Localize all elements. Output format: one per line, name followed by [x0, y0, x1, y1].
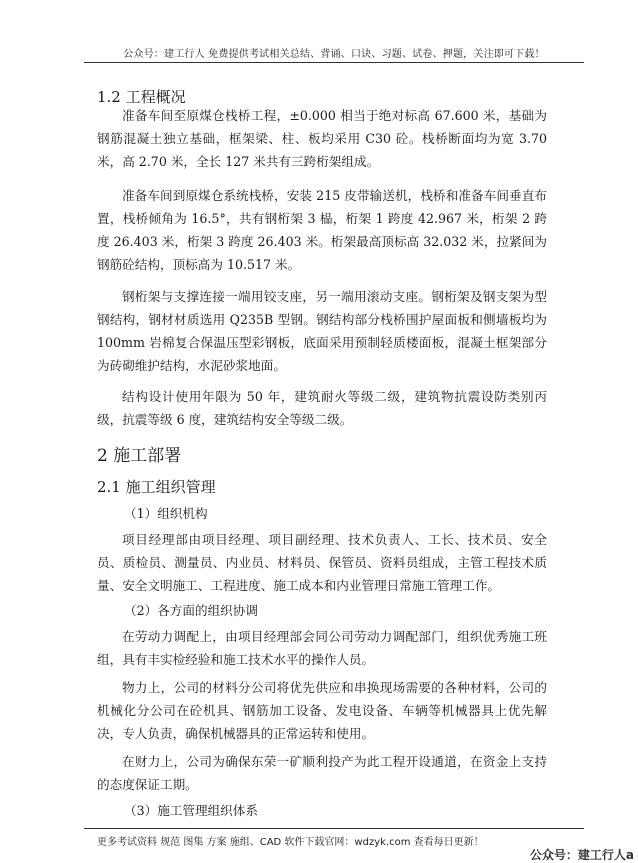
paragraph: 准备车间至原煤仓栈桥工程，±0.000 相当于绝对标高 67.600 米，基础为钢筋混凝土独立基础，框架梁、柱、板均采用 C30 砼。栈桥断面均为宽 3.70 米，高 2.70 米，全长 127 米共有三跨桁架组成。: [97, 108, 547, 169]
section-title-2-1: 2.1 施工组织管理: [97, 478, 216, 496]
page-header: 公众号：建工行人 免费提供考试相关总结、背诵、口诀、习题、试卷、押题，关注即可下载！: [123, 49, 545, 60]
paragraph: 在财力上，公司为确保东荣一矿顺利投产为此工程开设通道，在资金上支持的态度保证工期。: [97, 754, 547, 792]
page-footer: 更多考试资料 规范 图集 方案 施组、CAD 软件下载官网：wdzyk.com 查看每日更新！: [97, 837, 484, 848]
header-rule: [84, 62, 584, 63]
watermark-text: 公众号：建工行人a: [529, 848, 634, 862]
section-title-2: 2 施工部署: [97, 446, 182, 466]
paragraph: 项目经理部由项目经理、项目副经理、技术负责人、工长、技术员、安全员、质检员、测量员、内业员、材料员、保管员、资料员组成，主管工程技术质量、安全文明施工、工程进度、施工成本和内业管理日常施工管理工作。: [97, 532, 547, 593]
subheading: （3）施工管理组织体系: [124, 803, 258, 818]
subheading: （2）各方面的组织协调: [124, 603, 258, 618]
subheading: （1）组织机构: [124, 506, 208, 521]
paragraph: 结构设计使用年限为 50 年，建筑耐火等级二级，建筑物抗震设防类别丙级，抗震等级 6 度，建筑结构安全等级二级。: [97, 389, 547, 427]
section-title-1-2: 1.2 工程概况: [97, 88, 186, 106]
paragraph: 钢桁架与支撑连接一端用铰支座，另一端用滚动支座。钢桁架及钢支架为型钢结构，钢材材质选用 Q235B 型钢。钢结构部分栈桥围护屋面板和侧墙板均为 100mm 岩棉复合保温压型彩钢板，底面采用预制轻质楼面板，混凝土框架部分为砖砌维护结构，水泥砂浆地面。: [97, 289, 547, 373]
paragraph: 在劳动力调配上，由项目经理部会同公司劳动力调配部门，组织优秀施工班组，具有丰实检经验和施工技术水平的操作人员。: [97, 629, 547, 667]
footer-rule: [84, 828, 584, 829]
paragraph: 物力上，公司的材料分公司将优先供应和串换现场需要的各种材料，公司的机械化分公司在砼机具、钢筋加工设备、发电设备、车辆等机械器具上优先解决，专人负责，确保机械器具的正常运转和使用。: [97, 680, 547, 741]
paragraph: 准备车间到原煤仓系统栈桥，安装 215 皮带输送机，栈桥和准备车间垂直布置，栈桥倾角为 16.5°，共有钢桁架 3 榀，桁架 1 跨度 42.967 米，桁架 2 跨度 26.403 米，桁架 3 跨度 26.403 米。桁架最高顶标高 32.032 米，拉紧间为钢筋砼结构，顶标高为 10.517 米。: [97, 188, 547, 272]
